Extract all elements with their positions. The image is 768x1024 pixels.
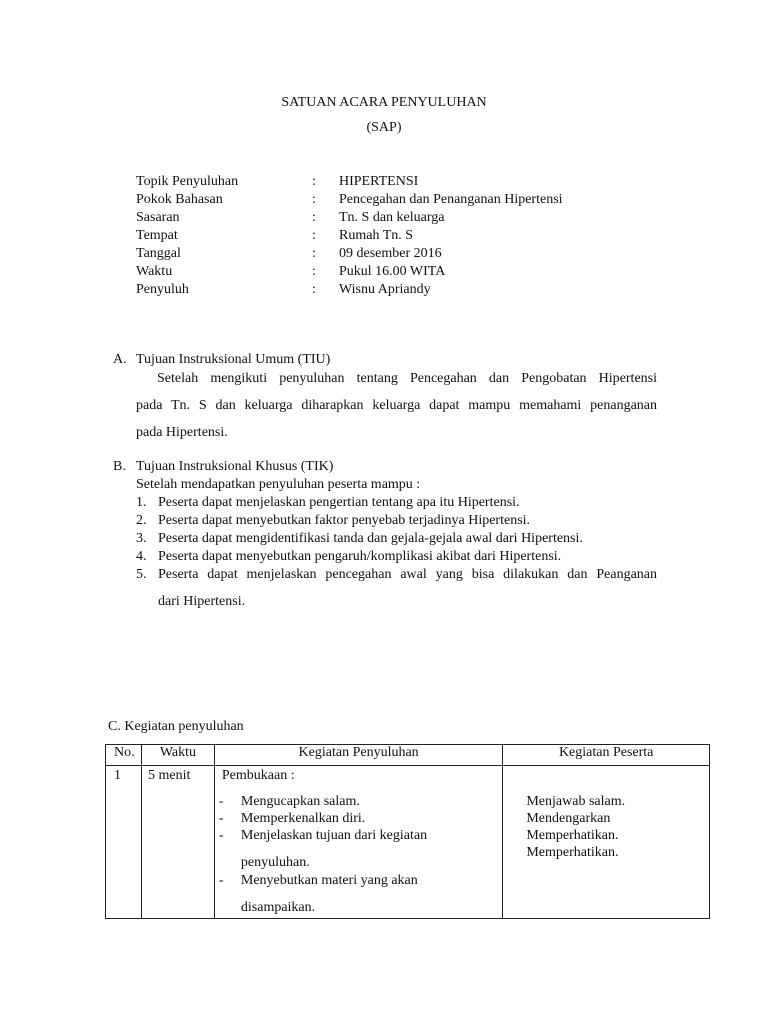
info-key: Tempat: [136, 228, 178, 243]
dash-bullet: -: [218, 811, 224, 826]
list-item-text: Peserta dapat menjelaskan pencegahan awal yang bisa dilakukan dan Peanganan: [158, 567, 657, 582]
dash-bullet: -: [218, 873, 224, 888]
cell-waktu: 5 menit: [141, 766, 214, 919]
info-key: Pokok Bahasan: [136, 192, 223, 207]
info-colon: :: [312, 174, 316, 189]
cell-kegiatan-penyuluhan: [214, 766, 502, 919]
section-b-intro: Setelah mendapatkan penyuluhan peserta mampu :: [136, 477, 421, 492]
section-a-line-2: pada Tn. S dan keluarga diharapkan keluarga dapat mampu memahami penanganan: [136, 398, 657, 413]
dash-bullet: -: [218, 794, 224, 809]
section-a-line-1: Setelah mengikuti penyuluhan tentang Pencegahan dan Pengobatan Hipertensi: [157, 371, 657, 386]
peserta-item: Mendengarkan: [526, 811, 611, 826]
list-item-number: 5.: [136, 567, 147, 582]
info-value: Rumah Tn. S: [339, 228, 414, 243]
header-kegiatan-peserta: Kegiatan Peserta: [503, 745, 710, 766]
info-value: Tn. S dan keluarga: [339, 210, 445, 225]
section-b-letter: B.: [113, 459, 126, 474]
dash-bullet: -: [218, 828, 224, 843]
pembukaan-label: Pembukaan :: [221, 768, 295, 783]
peserta-item: Memperhatikan.: [526, 828, 619, 843]
list-item-text: Peserta dapat mengidentifikasi tanda dan gejala-gejala awal dari Hipertensi.: [158, 531, 583, 546]
info-value: Wisnu Apriandy: [339, 282, 431, 297]
section-c-heading: C. Kegiatan penyuluhan: [108, 719, 244, 734]
list-item-text: Mengucapkan salam.: [240, 794, 360, 809]
header-kegiatan-penyuluhan: Kegiatan Penyuluhan: [214, 745, 502, 766]
document-subtitle: (SAP): [366, 120, 402, 135]
list-item-text: Memperkenalkan diri.: [240, 811, 366, 826]
list-item-text: Menjelaskan tujuan dari kegiatan: [240, 828, 428, 843]
table-header-row: [106, 745, 710, 766]
list-item-text: Menyebutkan materi yang akan: [240, 873, 418, 888]
header-no: No.: [106, 745, 142, 766]
list-item-number: 4.: [136, 549, 147, 564]
table-row: [106, 766, 710, 919]
section-a-heading: Tujuan Instruksional Umum (TIU): [136, 352, 331, 367]
info-key: Sasaran: [136, 210, 180, 225]
info-key: Waktu: [136, 264, 173, 279]
info-colon: :: [312, 264, 316, 279]
info-value: Pukul 16.00 WITA: [339, 264, 446, 279]
list-item-continuation: dari Hipertensi.: [158, 594, 246, 609]
info-key: Topik Penyuluhan: [136, 174, 239, 189]
section-a-letter: A.: [113, 352, 127, 367]
document-title: SATUAN ACARA PENYULUHAN: [281, 95, 487, 110]
list-item-continuation: disampaikan.: [240, 900, 316, 915]
list-item-text: Peserta dapat menjelaskan pengertian tentang apa itu Hipertensi.: [158, 495, 520, 510]
info-colon: :: [312, 246, 316, 261]
peserta-item: Memperhatikan.: [526, 845, 619, 860]
cell-no: 1: [106, 766, 142, 919]
info-value: 09 desember 2016: [339, 246, 442, 261]
peserta-item: Menjawab salam.: [526, 794, 626, 809]
list-item-number: 1.: [136, 495, 147, 510]
list-item-text: Peserta dapat menyebutkan pengaruh/komplikasi akibat dari Hipertensi.: [158, 549, 562, 564]
info-colon: :: [312, 192, 316, 207]
info-key: Penyuluh: [136, 282, 189, 297]
list-item-continuation: penyuluhan.: [240, 855, 310, 870]
info-value: HIPERTENSI: [339, 174, 419, 189]
header-waktu: Waktu: [141, 745, 214, 766]
info-key: Tanggal: [136, 246, 181, 261]
info-value: Pencegahan dan Penanganan Hipertensi: [339, 192, 563, 207]
section-a-line-3: pada Hipertensi.: [136, 425, 228, 440]
info-colon: :: [312, 210, 316, 225]
section-b-heading: Tujuan Instruksional Khusus (TIK): [136, 459, 334, 474]
info-colon: :: [312, 282, 316, 297]
list-item-number: 3.: [136, 531, 147, 546]
list-item-number: 2.: [136, 513, 147, 528]
list-item-text: Peserta dapat menyebutkan faktor penyebab terjadinya Hipertensi.: [158, 513, 531, 528]
info-colon: :: [312, 228, 316, 243]
kegiatan-table: [105, 744, 710, 919]
cell-kegiatan-peserta: [503, 766, 710, 919]
